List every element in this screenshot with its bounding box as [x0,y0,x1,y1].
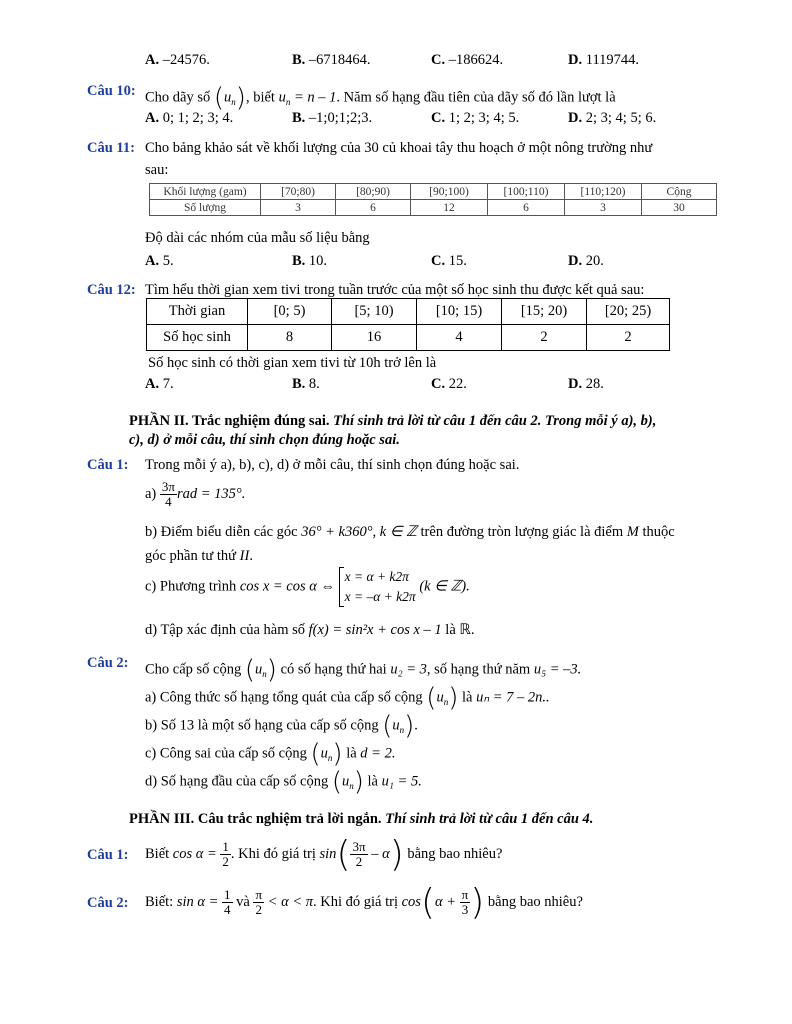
p2-q1-b-line2: góc phần tư thứ II. [145,548,253,564]
table-cell: [15; 20) [502,299,587,325]
q12-option-a[interactable]: A. 7. [145,376,174,392]
q11-option-b[interactable]: B. 10. [292,253,328,269]
p2-q1-d[interactable]: d) Tập xác định của hàm số f(x) = sin²x + cos x – 1 là ℝ. [145,622,475,638]
p2-q1-label: Câu 1: [87,457,129,473]
p3-q2-text[interactable]: Biết: sin α = $\frac{1}{4}$ và $\frac{\pi}{2}$ < α < π. Khi đó giá trị cos(α + $\frac{\pi}{3}$ ) bằng bao nhiêu? [145,882,583,923]
table-row [147,299,670,325]
q10-option-b[interactable]: B. –1;0;1;2;3. [292,110,373,126]
table-cell: [90;100) [411,184,488,200]
table-cell: 2 [502,325,587,351]
table-cell: 12 [411,200,488,216]
table-cell: 4 [417,325,502,351]
table-cell: Khối lượng (gam) [150,184,261,200]
table-cell: 6 [488,200,565,216]
q10-option-c[interactable]: C. 1; 2; 3; 4; 5. [431,110,520,126]
table-cell: 16 [332,325,417,351]
q11-option-a[interactable]: A. 5. [145,253,174,269]
q11-question: Độ dài các nhóm của mẫu số liệu bằng [145,230,370,246]
table-cell: [110;120) [565,184,642,200]
q12-option-c[interactable]: C. 22. [431,376,467,392]
q10-option-d[interactable]: D. 2; 3; 4; 5; 6. [568,110,657,126]
q11-option-d[interactable]: D. 20. [568,253,604,269]
q9-option-d[interactable]: D. 1119744. [568,52,640,68]
p2-q1-b-line1[interactable]: b) Điểm biểu diễn các góc 36° + k360°, k ∈ ℤ trên đường tròn lượng giác là điểm M thuộc [145,524,675,540]
q12-table [146,298,670,351]
p3-q1-text[interactable]: Biết cos α = $\frac{1}{2}$ . Khi đó giá trị sin( $\frac{3\pi}{2}$ – α) bằng bao nhiêu? [145,834,503,875]
q12-stem: Tìm hểu thời gian xem tivi trong tuần trước của một số học sinh thu được kết quả sau: [145,282,645,298]
table-cell: 8 [248,325,332,351]
q10-stem: Cho dãy số $(u_n)$, biết $u_n = n - 1$. Năm số hạng đầu tiên của dãy số đó lần lượt là [145,83,616,113]
q11-table [149,183,717,216]
table-cell: [10; 15) [417,299,502,325]
p2-q1-c[interactable]: c) Phương trình cos x = cos α ⇔ x = α + k2π x = –α + k2π (k ∈ ℤ). [145,567,470,607]
q11-stem-line1: Cho bảng khảo sát về khối lượng của 30 củ khoai tây thu hoạch ở một nông trường như [145,140,653,156]
table-cell: [100;110) [488,184,565,200]
q12-option-b[interactable]: B. 8. [292,376,320,392]
p2-q2-label: Câu 2: [87,655,129,671]
table-cell: 30 [642,200,717,216]
p2-q2-d[interactable]: d) Số hạng đầu của cấp số cộng $(u_n)$ là u₁ = 5. [145,767,422,797]
table-cell: [80;90) [336,184,411,200]
p3-q1-label: Câu 1: [87,847,129,863]
q9-option-b[interactable]: B. –6718464. [292,52,371,68]
p2-q1-a[interactable]: a) $\frac{3\pi}{4}$ rad = 135°. [145,479,246,509]
table-cell: Cộng [642,184,717,200]
q9-option-c[interactable]: C. –186624. [431,52,504,68]
table-cell: 6 [336,200,411,216]
p2-q2-stem: Cho cấp số cộng $(u_n)$ có số hạng thứ hai u₂ = 3, số hạng thứ năm u₅ = –3. [145,655,582,685]
q12-option-d[interactable]: D. 28. [568,376,604,392]
table-cell: 3 [565,200,642,216]
p2-q2-a[interactable]: a) Công thức số hạng tổng quát của cấp số cộng $(u_n)$ là uₙ = 7 – 2n.. [145,683,550,713]
q10-label: Câu 10: [87,83,136,99]
table-cell: Số lượng [150,200,261,216]
table-cell: Số học sinh [147,325,248,351]
p2-q1-stem: Trong mỗi ý a), b), c), d) ở mỗi câu, thí sinh chọn đúng hoặc sai. [145,457,520,473]
table-cell: [20; 25) [587,299,670,325]
q12-label: Câu 12: [87,282,136,298]
part2-heading-line2: c), d) ở mỗi câu, thí sinh chọn đúng hoặc sai. [129,432,400,448]
table-row [150,184,717,200]
part2-heading: PHẦN II. Trắc nghiệm đúng sai. Thí sinh trả lời từ câu 1 đến câu 2. Trong mỗi ý a), b), [129,413,657,429]
p2-q2-c[interactable]: c) Công sai của cấp số cộng $(u_n)$ là d = 2. [145,739,396,769]
q10-option-a[interactable]: A. 0; 1; 2; 3; 4. [145,110,234,126]
table-cell: 3 [261,200,336,216]
table-row [147,325,670,351]
q11-stem-line2: sau: [145,162,169,178]
table-cell: [70;80) [261,184,336,200]
part3-heading: PHẦN III. Câu trắc nghiệm trả lời ngắn. Thí sinh trả lời từ câu 1 đến câu 4. [129,811,594,827]
q11-option-c[interactable]: C. 15. [431,253,467,269]
table-cell: [5; 10) [332,299,417,325]
table-row [150,200,717,216]
q11-label: Câu 11: [87,140,135,156]
table-cell: [0; 5) [248,299,332,325]
table-cell: Thời gian [147,299,248,325]
p2-q2-b[interactable]: b) Số 13 là một số hạng của cấp số cộng $(u_n)$. [145,711,418,741]
p3-q2-label: Câu 2: [87,895,129,911]
table-cell: 2 [587,325,670,351]
case-bracket: x = α + k2π x = –α + k2π [339,567,416,607]
q9-option-a[interactable]: A. –24576. [145,52,210,68]
q12-question: Số học sinh có thời gian xem tivi từ 10h trở lên là [148,355,437,371]
